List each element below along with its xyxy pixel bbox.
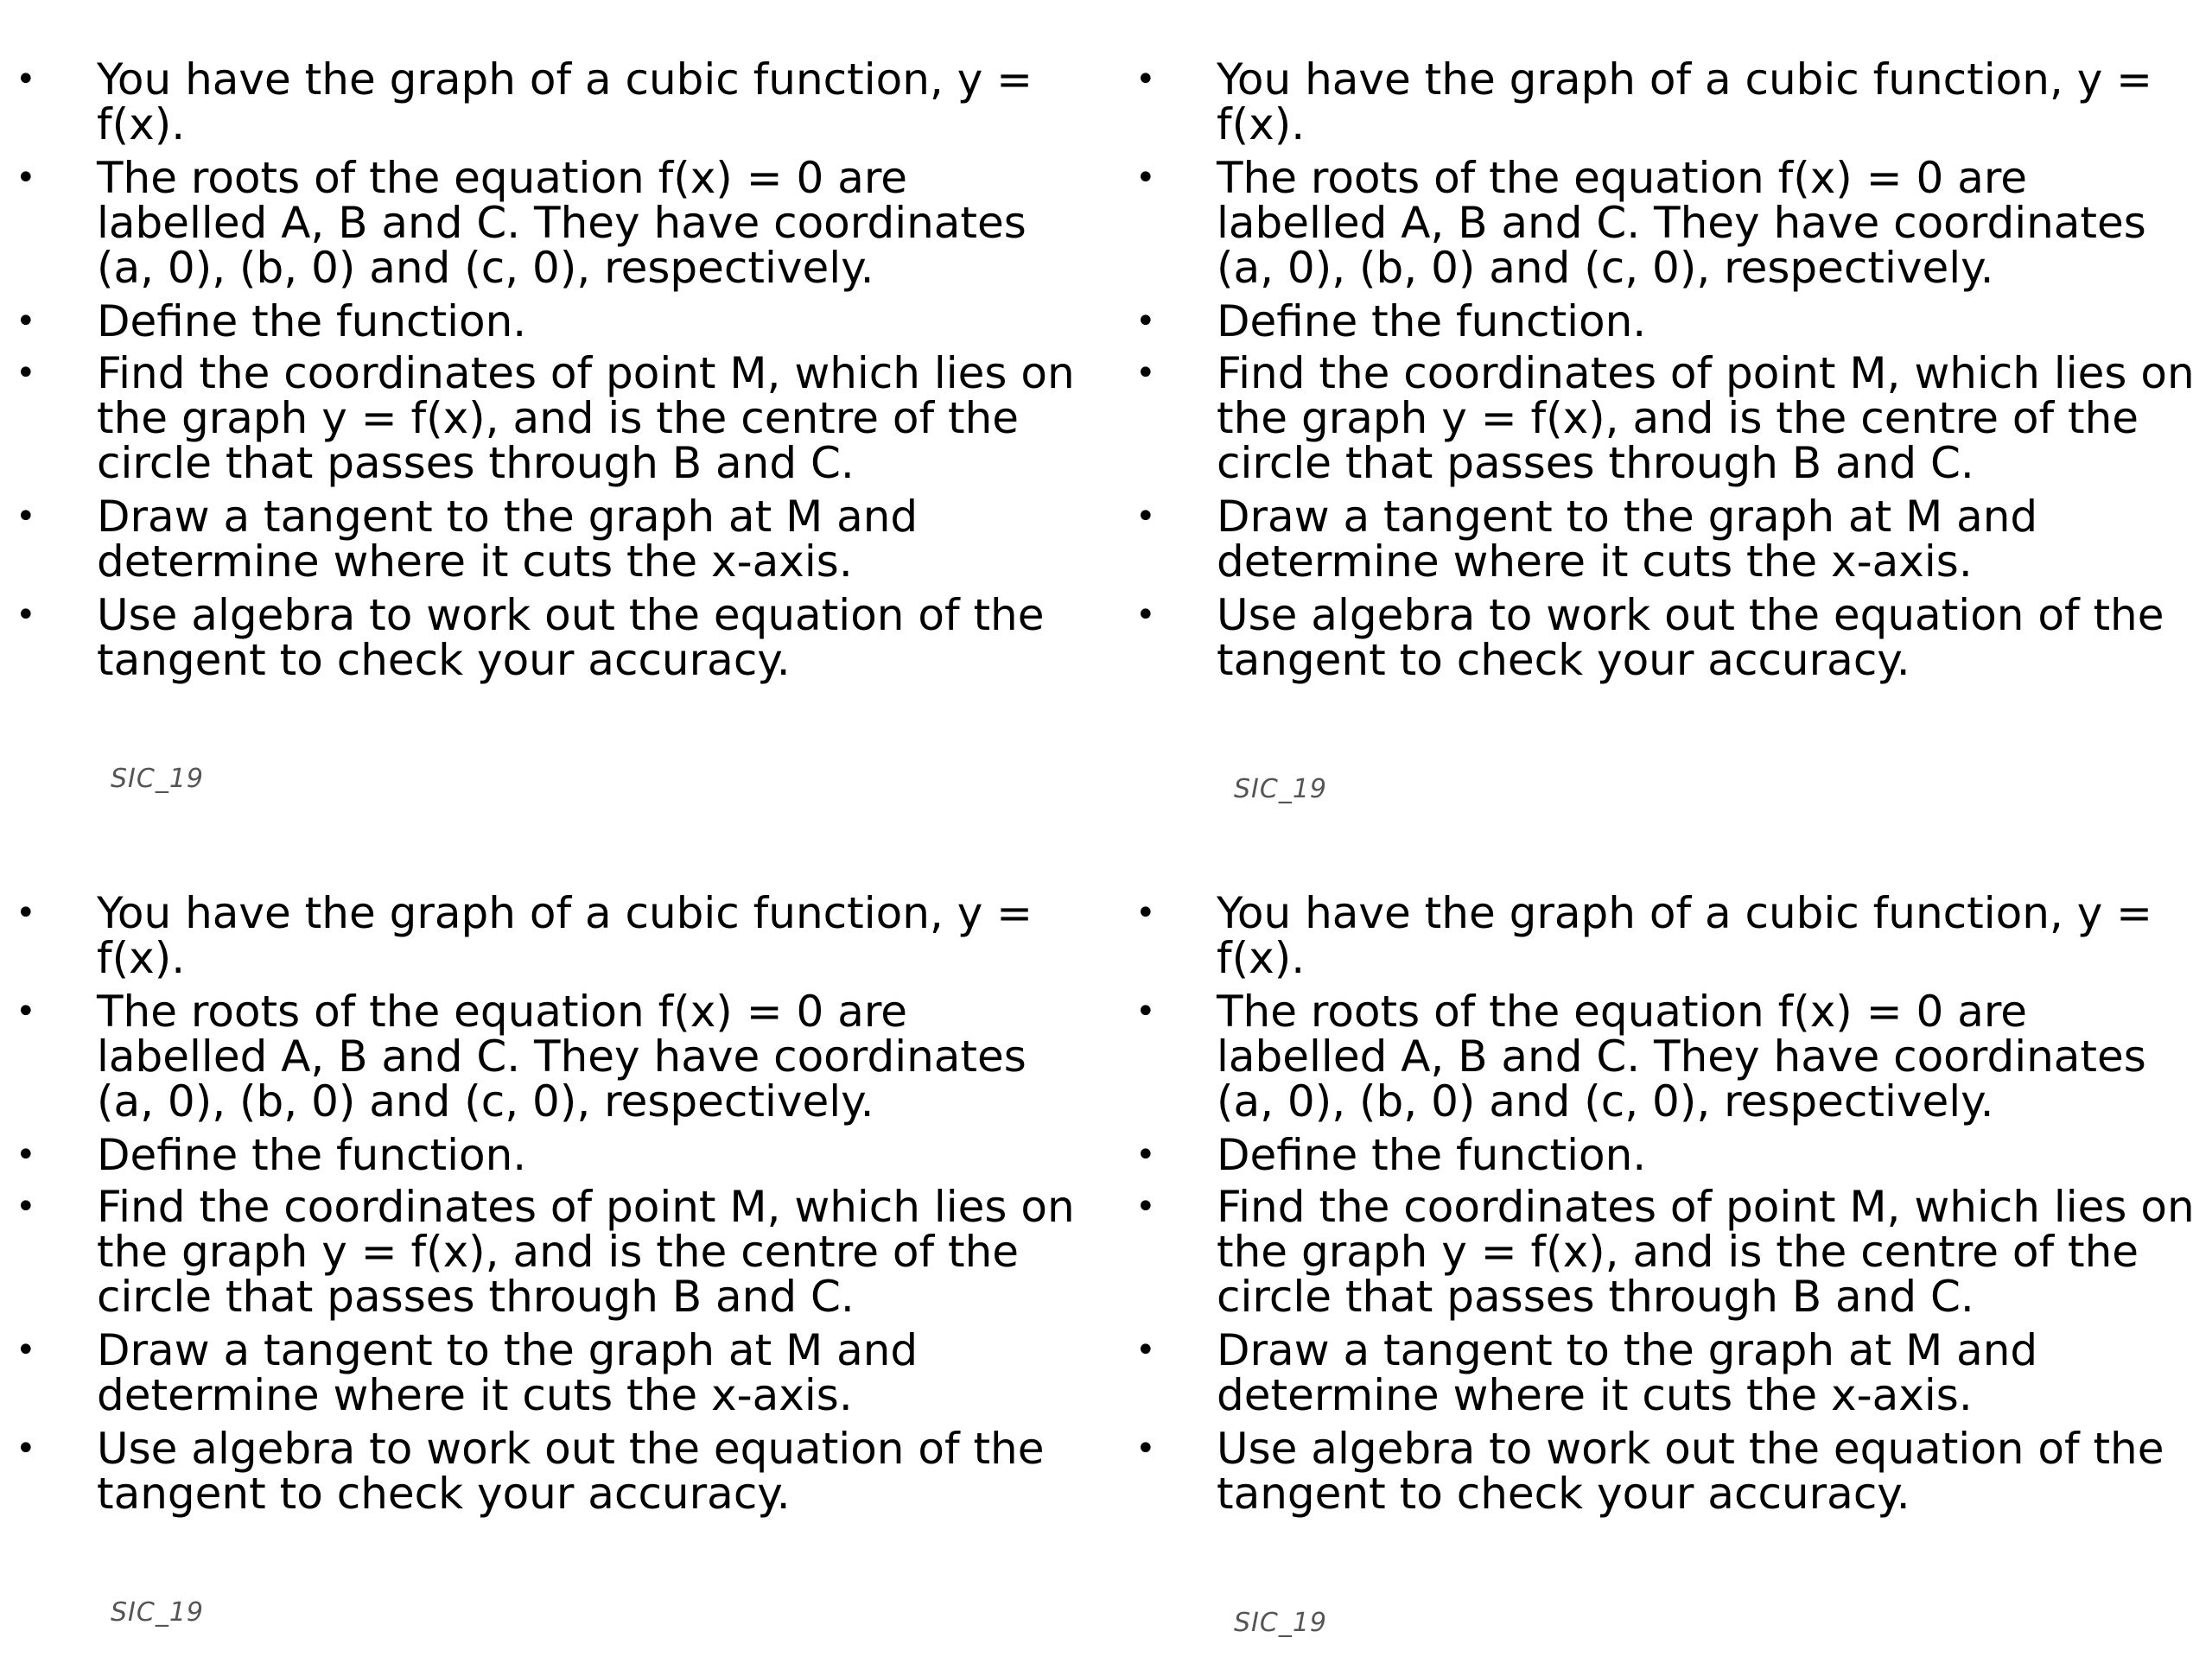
item-line: Find the coordinates of point M, which lies on xyxy=(1217,348,2195,398)
list-item xyxy=(1120,492,2212,587)
item-line: Draw a tangent to the graph at M and xyxy=(1217,492,2038,542)
bullet: • xyxy=(1135,158,1156,198)
item-line: You have the graph of a cubic function, y = xyxy=(97,888,1033,938)
card-bottom-left xyxy=(0,834,1115,1663)
list-item xyxy=(0,296,1115,346)
bullet: • xyxy=(16,1187,36,1227)
item-line: Draw a tangent to the graph at M and xyxy=(97,1325,918,1375)
list-item xyxy=(0,888,1115,983)
item-line: Use algebra to work out the equation of the xyxy=(1217,1424,2164,1474)
item-line: Define the function. xyxy=(1217,296,1647,346)
bullet: • xyxy=(16,595,36,635)
card-reference-code: SIC_19 xyxy=(111,764,205,794)
bullet: • xyxy=(1135,1187,1156,1227)
list-item xyxy=(0,1424,1115,1519)
item-line: Define the function. xyxy=(1217,1130,1647,1180)
bullet: • xyxy=(1135,497,1156,536)
item-line: f(x). xyxy=(1217,933,1306,983)
item-line: f(x). xyxy=(97,99,186,149)
bullet: • xyxy=(1135,301,1156,341)
item-line: Find the coordinates of point M, which lies on xyxy=(97,1182,1075,1232)
item-line: Find the coordinates of point M, which lies on xyxy=(97,348,1075,398)
bullet: • xyxy=(16,1330,36,1370)
item-line: determine where it cuts the x-axis. xyxy=(1217,536,1973,587)
item-line: circle that passes through B and C. xyxy=(1217,1272,1974,1322)
bullet: • xyxy=(16,497,36,536)
card-top-right xyxy=(1120,0,2212,829)
card-bottom-right xyxy=(1120,834,2212,1663)
bullet: • xyxy=(1135,1429,1156,1469)
card-reference-code: SIC_19 xyxy=(111,1597,205,1628)
item-line: You have the graph of a cubic function, y = xyxy=(1217,54,2153,105)
item-line: f(x). xyxy=(97,933,186,983)
item-line: the graph y = f(x), and is the centre of the xyxy=(1217,1227,2139,1277)
list-item xyxy=(1120,153,2212,293)
item-line: You have the graph of a cubic function, y = xyxy=(97,54,1033,105)
bullet: • xyxy=(16,301,36,341)
list-item xyxy=(0,1325,1115,1420)
bullet: • xyxy=(1135,353,1156,393)
list-item xyxy=(0,1182,1115,1322)
item-line: determine where it cuts the x-axis. xyxy=(97,1370,853,1420)
item-line: Use algebra to work out the equation of the xyxy=(97,1424,1045,1474)
item-line: The roots of the equation f(x) = 0 are xyxy=(97,987,908,1037)
item-line: Find the coordinates of point M, which lies on xyxy=(1217,1182,2195,1232)
item-line: tangent to check your accuracy. xyxy=(97,1469,791,1519)
bullet: • xyxy=(16,992,36,1031)
item-line: determine where it cuts the x-axis. xyxy=(97,536,853,587)
item-line: circle that passes through B and C. xyxy=(97,438,855,488)
instruction-list xyxy=(0,54,1115,691)
item-line: the graph y = f(x), and is the centre of the xyxy=(97,1227,1020,1277)
list-item xyxy=(1120,888,2212,983)
list-item xyxy=(1120,1130,2212,1180)
bullet: • xyxy=(1135,1330,1156,1370)
item-line: The roots of the equation f(x) = 0 are xyxy=(97,153,908,203)
list-item xyxy=(1120,987,2212,1127)
item-line: circle that passes through B and C. xyxy=(1217,438,1974,488)
item-line: tangent to check your accuracy. xyxy=(97,635,791,685)
item-line: Use algebra to work out the equation of the xyxy=(97,590,1045,640)
instruction-list xyxy=(0,888,1115,1525)
list-item xyxy=(0,590,1115,685)
item-line: Define the function. xyxy=(97,296,527,346)
item-line: the graph y = f(x), and is the centre of the xyxy=(97,393,1020,443)
item-line: the graph y = f(x), and is the centre of the xyxy=(1217,393,2139,443)
item-line: (a, 0), (b, 0) and (c, 0), respectively. xyxy=(1217,1076,1994,1127)
bullet: • xyxy=(16,353,36,393)
list-item xyxy=(0,54,1115,149)
item-line: labelled A, B and C. They have coordinates xyxy=(1217,198,2146,248)
list-item xyxy=(0,987,1115,1127)
bullet: • xyxy=(1135,1135,1156,1175)
item-line: Draw a tangent to the graph at M and xyxy=(97,492,918,542)
item-line: labelled A, B and C. They have coordinates xyxy=(97,1031,1027,1082)
item-line: tangent to check your accuracy. xyxy=(1217,1469,1910,1519)
item-line: Use algebra to work out the equation of the xyxy=(1217,590,2164,640)
card-reference-code: SIC_19 xyxy=(1234,1608,1328,1638)
bullet: • xyxy=(16,893,36,933)
item-line: labelled A, B and C. They have coordinates xyxy=(97,198,1027,248)
item-line: Define the function. xyxy=(97,1130,527,1180)
list-item xyxy=(1120,54,2212,149)
bullet: • xyxy=(1135,992,1156,1031)
list-item xyxy=(1120,296,2212,346)
list-item xyxy=(0,348,1115,488)
list-item xyxy=(1120,1424,2212,1519)
item-line: f(x). xyxy=(1217,99,1306,149)
bullet: • xyxy=(1135,893,1156,933)
item-line: circle that passes through B and C. xyxy=(97,1272,855,1322)
list-item xyxy=(0,153,1115,293)
item-line: (a, 0), (b, 0) and (c, 0), respectively. xyxy=(97,1076,874,1127)
item-line: (a, 0), (b, 0) and (c, 0), respectively. xyxy=(97,243,874,293)
list-item xyxy=(1120,590,2212,685)
item-line: determine where it cuts the x-axis. xyxy=(1217,1370,1973,1420)
bullet: • xyxy=(16,60,36,99)
list-item xyxy=(1120,348,2212,488)
bullet: • xyxy=(1135,595,1156,635)
bullet: • xyxy=(16,1135,36,1175)
item-line: The roots of the equation f(x) = 0 are xyxy=(1217,987,2028,1037)
list-item xyxy=(0,492,1115,587)
item-line: You have the graph of a cubic function, y = xyxy=(1217,888,2153,938)
bullet: • xyxy=(16,158,36,198)
instruction-list xyxy=(1120,54,2212,691)
list-item xyxy=(0,1130,1115,1180)
list-item xyxy=(1120,1325,2212,1420)
card-top-left xyxy=(0,0,1115,829)
item-line: Draw a tangent to the graph at M and xyxy=(1217,1325,2038,1375)
list-item xyxy=(1120,1182,2212,1322)
bullet: • xyxy=(1135,60,1156,99)
bullet: • xyxy=(16,1429,36,1469)
card-reference-code: SIC_19 xyxy=(1234,774,1328,804)
item-line: The roots of the equation f(x) = 0 are xyxy=(1217,153,2028,203)
item-line: tangent to check your accuracy. xyxy=(1217,635,1910,685)
instruction-list xyxy=(1120,888,2212,1525)
item-line: labelled A, B and C. They have coordinates xyxy=(1217,1031,2146,1082)
item-line: (a, 0), (b, 0) and (c, 0), respectively. xyxy=(1217,243,1994,293)
